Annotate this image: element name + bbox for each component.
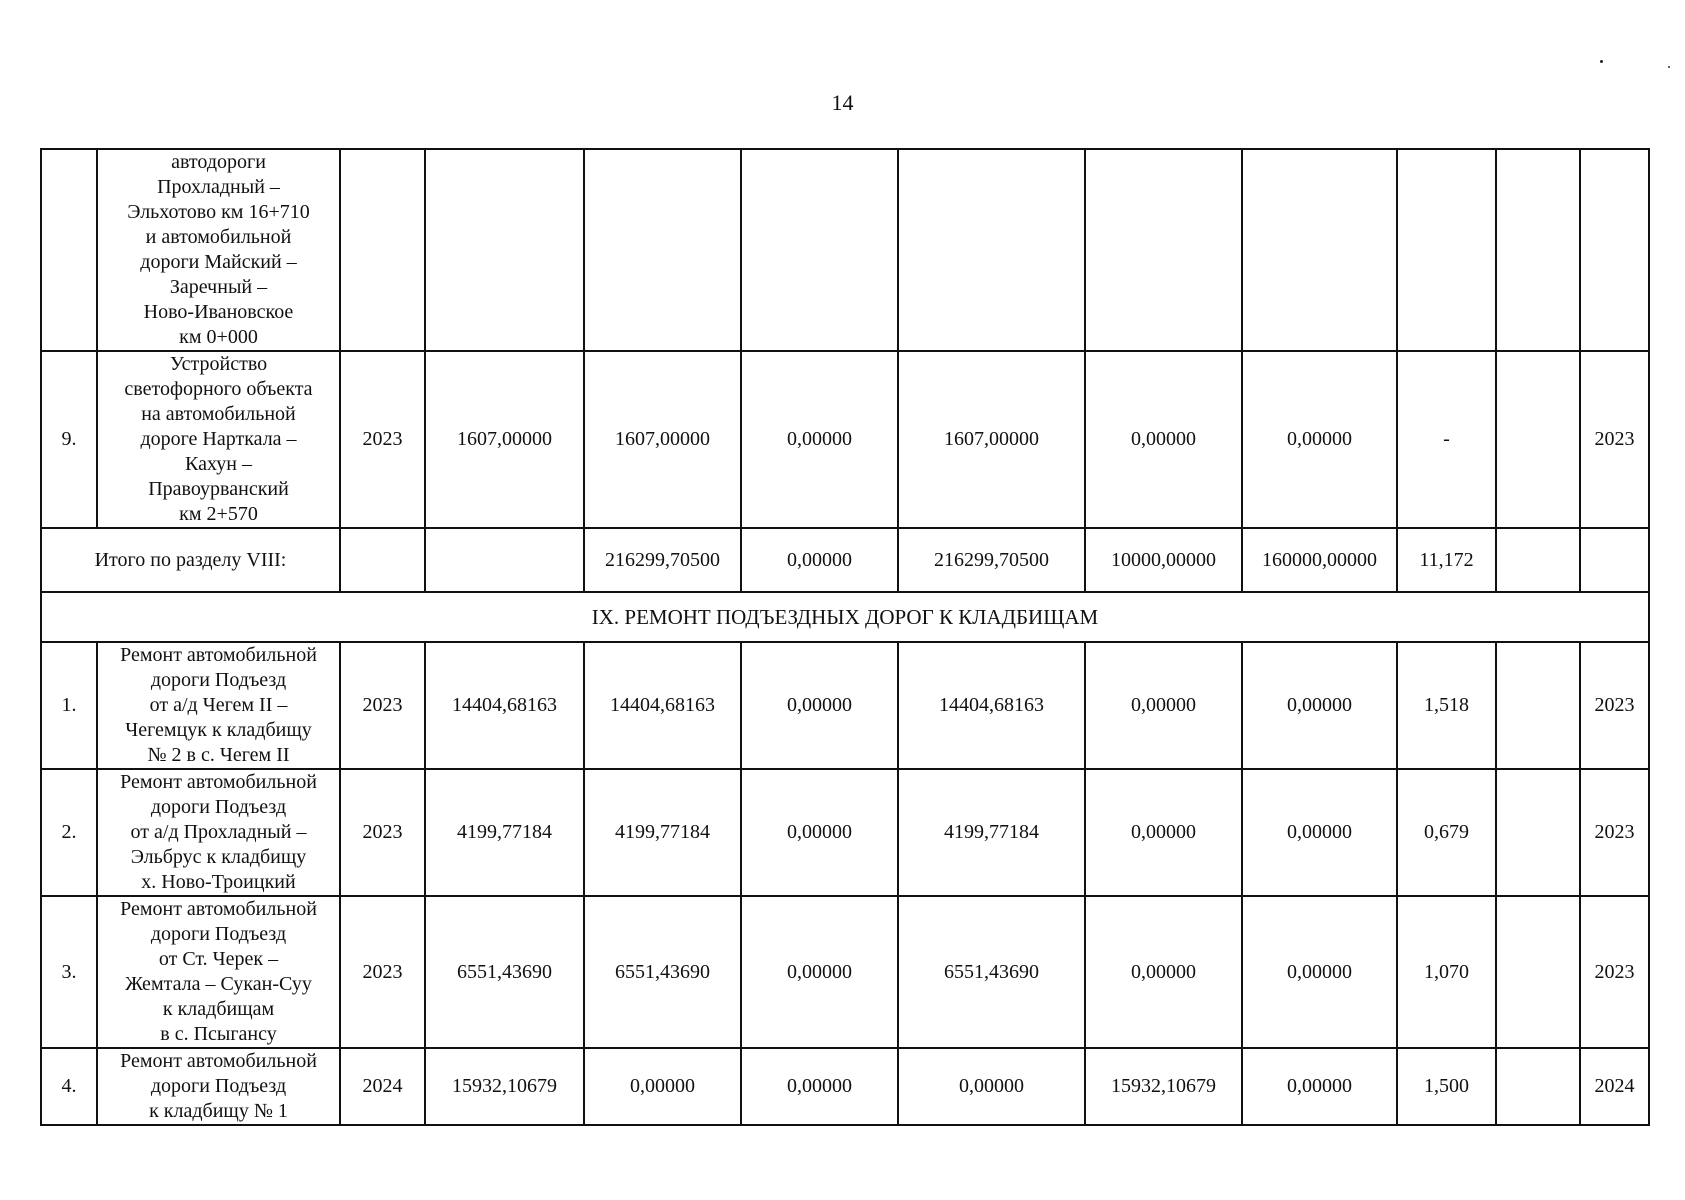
object-name-line: к кладбищам bbox=[162, 998, 275, 1020]
cell-c12 bbox=[1496, 1048, 1580, 1125]
cell-v2: 1607,00000 bbox=[584, 351, 741, 528]
cell-c12 bbox=[1496, 642, 1580, 769]
cell-len bbox=[1397, 149, 1496, 351]
cell-v3: 0,00000 bbox=[741, 896, 898, 1048]
cell-c12 bbox=[1496, 149, 1580, 351]
cell-c12 bbox=[1496, 528, 1580, 592]
object-name bbox=[97, 642, 340, 769]
cell-v6: 0,00000 bbox=[1242, 896, 1397, 1048]
object-name-line: к кладбищу № 1 bbox=[149, 1100, 288, 1122]
cell-v5: 0,00000 bbox=[1085, 769, 1242, 896]
cell-c12 bbox=[1496, 351, 1580, 528]
cell-year: 2023 bbox=[340, 896, 425, 1048]
object-name-line: х. Ново-Троицкий bbox=[141, 871, 296, 893]
row-number: 9. bbox=[41, 351, 97, 528]
table-body bbox=[41, 149, 1649, 1125]
cell-v3: 0,00000 bbox=[741, 769, 898, 896]
cell-v3: 0,00000 bbox=[741, 1048, 898, 1125]
object-name-line: дороги Подъезд bbox=[150, 923, 287, 945]
cell-v1 bbox=[425, 528, 584, 592]
object-name-line: Прохладный – bbox=[157, 176, 280, 198]
section-title: IX. РЕМОНТ ПОДЪЕЗДНЫХ ДОРОГ К КЛАДБИЩАМ bbox=[41, 592, 1649, 642]
page-number: 14 bbox=[831, 90, 854, 115]
table-row bbox=[41, 769, 1649, 896]
object-name-line: от Ст. Черек – bbox=[158, 948, 279, 970]
object-name-line: на автомобильной bbox=[141, 403, 296, 425]
object-name-line: Ново-Ивановское bbox=[143, 301, 294, 323]
cell-v5: 0,00000 bbox=[1085, 896, 1242, 1048]
cell-v1: 6551,43690 bbox=[425, 896, 584, 1048]
cell-v6: 0,00000 bbox=[1242, 769, 1397, 896]
row-number: 4. bbox=[41, 1048, 97, 1125]
object-name-line: светофорного объекта bbox=[124, 378, 313, 400]
cell-v2: 4199,77184 bbox=[584, 769, 741, 896]
row-number: 1. bbox=[41, 642, 97, 769]
total-v6: 160000,00000 bbox=[1242, 528, 1397, 592]
cell-c12 bbox=[1496, 896, 1580, 1048]
cell-c12 bbox=[1496, 769, 1580, 896]
cell-end bbox=[1580, 149, 1649, 351]
object-name-line: Ремонт автомобильной bbox=[120, 898, 317, 920]
cell-year: 2024 bbox=[340, 1048, 425, 1125]
cell-v3: 0,00000 bbox=[741, 351, 898, 528]
object-name-line: Заречный – bbox=[169, 276, 268, 298]
cell-v5: 0,00000 bbox=[1085, 642, 1242, 769]
cell-len: - bbox=[1397, 351, 1496, 528]
object-name bbox=[97, 1048, 340, 1125]
table-row bbox=[41, 149, 1649, 351]
object-name-line: № 2 в с. Чегем II bbox=[147, 744, 290, 766]
cell-v1: 15932,10679 bbox=[425, 1048, 584, 1125]
cell-year: 2023 bbox=[340, 351, 425, 528]
cell-v4: 0,00000 bbox=[898, 1048, 1085, 1125]
object-name-line: Чегемцук к кладбищу bbox=[125, 719, 312, 741]
cell-v4: 14404,68163 bbox=[898, 642, 1085, 769]
table-row bbox=[41, 1048, 1649, 1125]
total-v3: 0,00000 bbox=[741, 528, 898, 592]
cell-end: 2023 bbox=[1580, 896, 1649, 1048]
cell-len: 1,518 bbox=[1397, 642, 1496, 769]
object-name bbox=[97, 769, 340, 896]
cell-v4: 1607,00000 bbox=[898, 351, 1085, 528]
cell-v2: 0,00000 bbox=[584, 1048, 741, 1125]
cell-v1: 4199,77184 bbox=[425, 769, 584, 896]
cell-end: 2023 bbox=[1580, 769, 1649, 896]
cell-v1: 14404,68163 bbox=[425, 642, 584, 769]
cell-v5: 0,00000 bbox=[1085, 351, 1242, 528]
object-name-line: Ремонт автомобильной bbox=[120, 1050, 317, 1072]
cell-year bbox=[340, 149, 425, 351]
total-label: Итого по разделу VIII: bbox=[41, 528, 340, 592]
cell-v1 bbox=[425, 149, 584, 351]
row-number bbox=[41, 149, 97, 351]
total-v4: 216299,70500 bbox=[898, 528, 1085, 592]
cell-year bbox=[340, 528, 425, 592]
object-name-line: Ремонт автомобильной bbox=[120, 644, 317, 666]
object-name bbox=[97, 149, 340, 351]
object-name-line: км 2+570 bbox=[179, 503, 258, 525]
cell-v3 bbox=[741, 149, 898, 351]
cell-v2 bbox=[584, 149, 741, 351]
object-name-line: и автомобильной bbox=[145, 226, 292, 248]
total-v2: 216299,70500 bbox=[584, 528, 741, 592]
object-name-line: от а/д Прохладный – bbox=[130, 821, 307, 843]
cell-end bbox=[1580, 528, 1649, 592]
object-name bbox=[97, 351, 340, 528]
cell-year: 2023 bbox=[340, 642, 425, 769]
object-name bbox=[97, 896, 340, 1048]
table-row bbox=[41, 351, 1649, 528]
cell-end: 2023 bbox=[1580, 351, 1649, 528]
cell-v4: 6551,43690 bbox=[898, 896, 1085, 1048]
cell-v6: 0,00000 bbox=[1242, 1048, 1397, 1125]
object-name-line: дороги Майский – bbox=[140, 251, 297, 273]
total-row bbox=[41, 528, 1649, 592]
cell-len: 0,679 bbox=[1397, 769, 1496, 896]
object-name-line: Жемтала – Сукан-Суу bbox=[125, 973, 312, 995]
row-number: 2. bbox=[41, 769, 97, 896]
total-v5: 10000,00000 bbox=[1085, 528, 1242, 592]
cell-v3: 0,00000 bbox=[741, 642, 898, 769]
scan-speck bbox=[1668, 66, 1670, 68]
object-name-line: Правоурванский bbox=[148, 478, 289, 500]
scan-speck bbox=[1600, 60, 1603, 63]
cell-year: 2023 bbox=[340, 769, 425, 896]
object-name-line: дороги Подъезд bbox=[150, 669, 287, 691]
object-name-line: Ремонт автомобильной bbox=[120, 771, 317, 793]
cell-len: 1,070 bbox=[1397, 896, 1496, 1048]
object-name-line: км 0+000 bbox=[179, 326, 258, 348]
cell-v2: 14404,68163 bbox=[584, 642, 741, 769]
table-row bbox=[41, 642, 1649, 769]
object-name-line: от а/д Чегем II – bbox=[149, 694, 288, 716]
cell-v5: 15932,10679 bbox=[1085, 1048, 1242, 1125]
cell-v5 bbox=[1085, 149, 1242, 351]
object-name-line: в с. Псыгансу bbox=[160, 1023, 277, 1045]
table-row bbox=[41, 896, 1649, 1048]
cell-v6: 0,00000 bbox=[1242, 642, 1397, 769]
object-name-line: дороги Подъезд bbox=[150, 796, 287, 818]
cell-len: 1,500 bbox=[1397, 1048, 1496, 1125]
cell-v4 bbox=[898, 149, 1085, 351]
cell-v6 bbox=[1242, 149, 1397, 351]
object-name-line: дороги Подъезд bbox=[150, 1075, 287, 1097]
row-number: 3. bbox=[41, 896, 97, 1048]
cell-v2: 6551,43690 bbox=[584, 896, 741, 1048]
total-len: 11,172 bbox=[1397, 528, 1496, 592]
cell-end: 2023 bbox=[1580, 642, 1649, 769]
object-name-line: автодороги bbox=[171, 151, 266, 173]
object-name-line: Кахун – bbox=[185, 453, 252, 475]
cell-v1: 1607,00000 bbox=[425, 351, 584, 528]
cell-end: 2024 bbox=[1580, 1048, 1649, 1125]
object-name-line: Устройство bbox=[169, 353, 268, 375]
budget-table bbox=[40, 148, 1650, 1126]
object-name-line: Эльбрус к кладбищу bbox=[130, 846, 307, 868]
cell-v6: 0,00000 bbox=[1242, 351, 1397, 528]
object-name-line: дороге Нарткала – bbox=[140, 428, 297, 450]
cell-v4: 4199,77184 bbox=[898, 769, 1085, 896]
object-name-line: Эльхотово км 16+710 bbox=[127, 201, 310, 223]
section-row bbox=[41, 592, 1649, 642]
